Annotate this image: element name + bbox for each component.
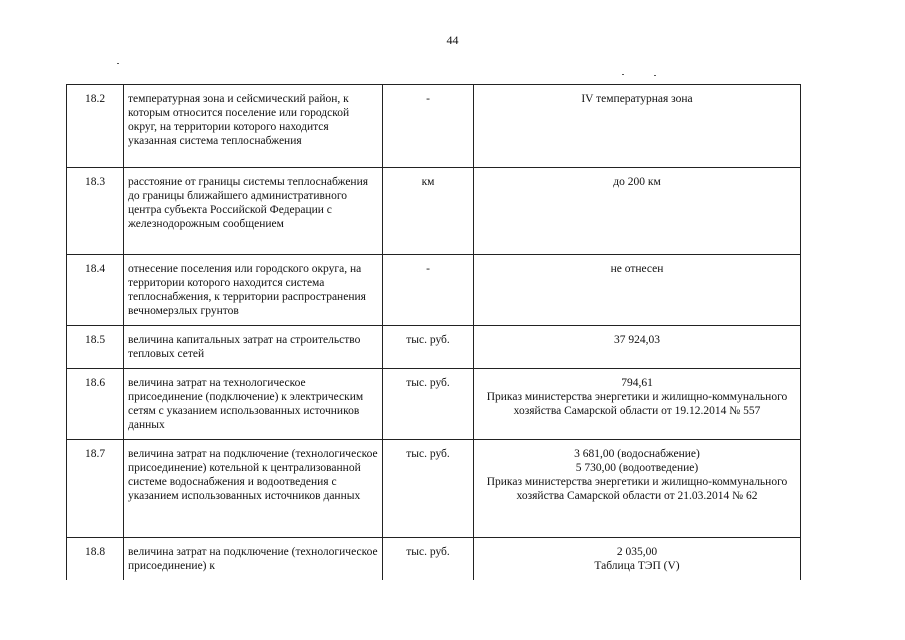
row-parameter: величина затрат на технологическое присоединение (подключение) к электрическим сетям с указанием использованных источников данных	[124, 369, 383, 440]
row-parameter: величина капитальных затрат на строительство тепловых сетей	[124, 326, 383, 369]
value-line: 794,61	[621, 377, 653, 389]
value-line: до 200 км	[613, 176, 661, 188]
row-parameter: величина затрат на подключение (технологическое присоединение) котельной к централизованной системе водоснабжения и водоотведения с указанием использованных источников данных	[124, 440, 383, 538]
row-value	[474, 85, 801, 168]
row-unit: км	[383, 168, 474, 255]
row-number: 18.8	[67, 538, 124, 580]
scan-speck	[654, 75, 656, 76]
row-value	[474, 326, 801, 369]
scan-speck	[117, 63, 119, 64]
row-unit: тыс. руб.	[383, 369, 474, 440]
table-row	[67, 168, 801, 255]
page-number: 44	[446, 33, 459, 47]
value-line: Приказ министерства энергетики и жилищно-коммунального хозяйства Самарской области от 21.03.2014 № 62	[486, 476, 788, 502]
row-parameter: температурная зона и сейсмический район, к которым относится поселение или городской округ, на территории которого находится указанная система теплоснабжения	[124, 85, 383, 168]
row-unit: -	[383, 85, 474, 168]
value-line: не отнесен	[610, 263, 664, 275]
row-number: 18.6	[67, 369, 124, 440]
parameters-table	[66, 84, 801, 580]
row-value	[474, 369, 801, 440]
row-value	[474, 538, 801, 580]
table-row	[67, 85, 801, 168]
table-row	[67, 326, 801, 369]
row-number: 18.5	[67, 326, 124, 369]
value-line: 3 681,00 (водоснабжение)	[574, 448, 700, 460]
row-unit: тыс. руб.	[383, 326, 474, 369]
table-row	[67, 369, 801, 440]
row-number: 18.2	[67, 85, 124, 168]
row-unit: тыс. руб.	[383, 440, 474, 538]
row-parameter: расстояние от границы системы теплоснабжения до границы ближайшего административного центра субъекта Российской Федерации с железнодорожным сообщением	[124, 168, 383, 255]
row-unit: тыс. руб.	[383, 538, 474, 580]
row-number: 18.4	[67, 255, 124, 326]
scan-speck	[622, 74, 624, 75]
table-row	[67, 440, 801, 538]
row-parameter: величина затрат на подключение (технологическое присоединение) к	[124, 538, 383, 580]
value-line: IV температурная зона	[581, 93, 693, 105]
row-value	[474, 168, 801, 255]
row-value	[474, 255, 801, 326]
row-value	[474, 440, 801, 538]
value-line: 5 730,00 (водоотведение)	[575, 462, 699, 474]
value-line: Приказ министерства энергетики и жилищно-коммунального хозяйства Самарской области от 19.12.2014 № 557	[486, 391, 788, 417]
row-parameter: отнесение поселения или городского округа, на территории которого находится система теплоснабжения, к территории распространения вечномерзлых грунтов	[124, 255, 383, 326]
value-line: 2 035,00	[616, 546, 658, 558]
table-row	[67, 255, 801, 326]
table-row	[67, 538, 801, 580]
value-line: 37 924,03	[614, 334, 660, 346]
row-unit: -	[383, 255, 474, 326]
value-line: Таблица ТЭП (V)	[594, 560, 680, 572]
row-number: 18.3	[67, 168, 124, 255]
row-number: 18.7	[67, 440, 124, 538]
